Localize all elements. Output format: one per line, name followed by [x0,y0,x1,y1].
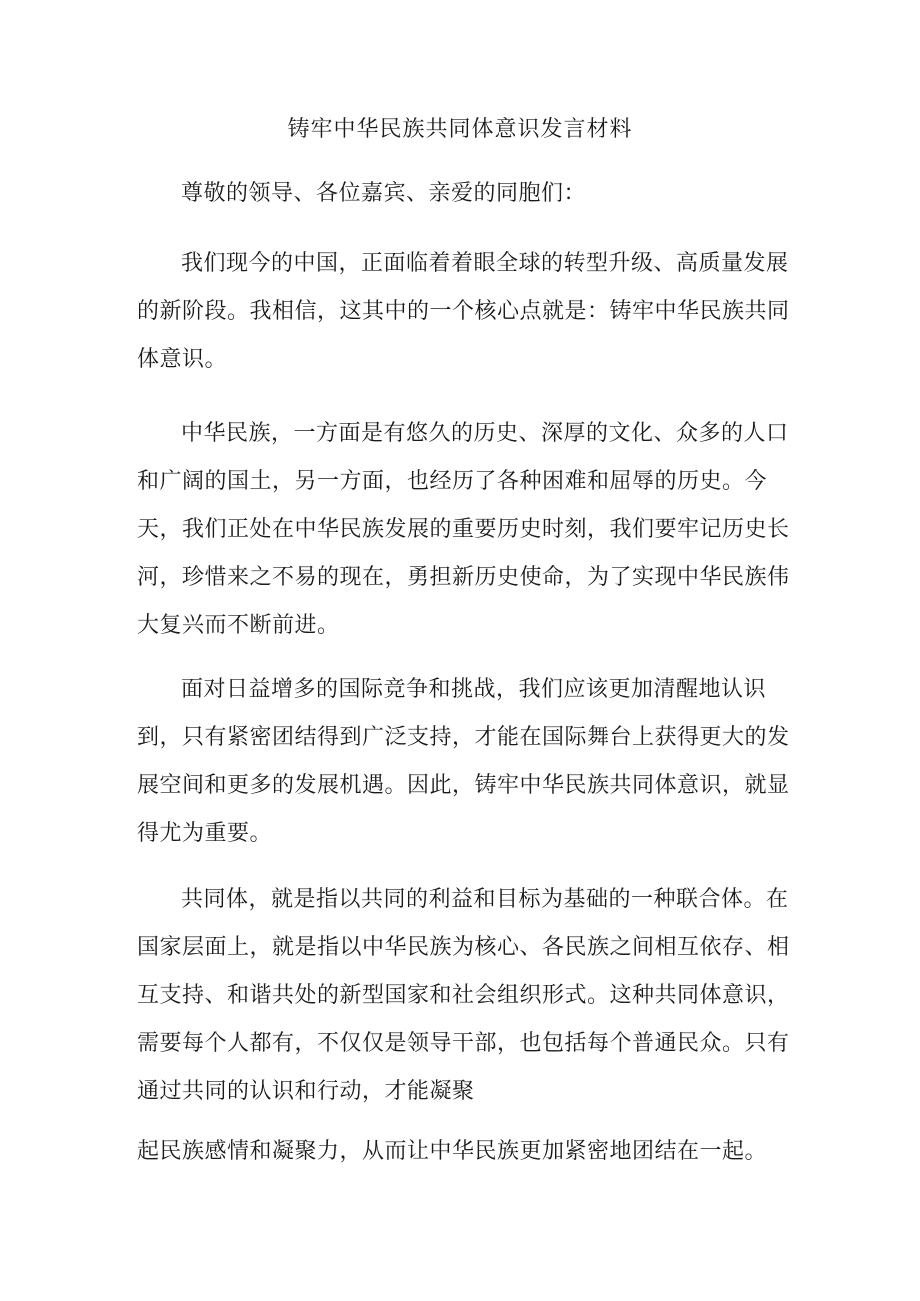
paragraph-continuation: 起民族感情和凝聚力，从而让中华民族更加紧密地团结在一起。 [137,1139,768,1164]
paragraph: 共同体，就是指以共同的利益和目标为基础的一种联合体。在国家层面上，就是指以中华民族为核心、各民族之间相互依存、相互支持、和谐共处的新型国家和社会组织形式。这种共同体意识，需要每个人都有，不仅仅是领导干部，也包括每个普通民众。只有通过共同的认识和行动，才能凝聚 [137,887,790,1104]
paragraph: 我们现今的中国，正面临着着眼全球的转型升级、高质量发展的新阶段。我相信，这其中的一个核心点就是：铸牢中华民族共同体意识。 [137,251,790,372]
paragraph: 中华民族，一方面是有悠久的历史、深厚的文化、众多的人口和广阔的国土，另一方面，也经历了各种困难和屈辱的历史。今天，我们正处在中华民族发展的重要历史时刻，我们要牢记历史长河，珍惜来之不易的现在，勇担新历史使命，为了实现中华民族伟大复兴而不断前进。 [137,421,790,638]
greeting: 尊敬的领导、各位嘉宾、亲爱的同胞们： [181,181,587,206]
paragraph: 面对日益增多的国际竞争和挑战，我们应该更加清醒地认识到，只有紧密团结得到广泛支持，才能在国际舞台上获得更大的发展空间和更多的发展机遇。因此，铸牢中华民族共同体意识，就显得尤为重要。 [137,677,790,846]
document-title: 铸牢中华民族共同体意识发言材料 [287,117,633,142]
